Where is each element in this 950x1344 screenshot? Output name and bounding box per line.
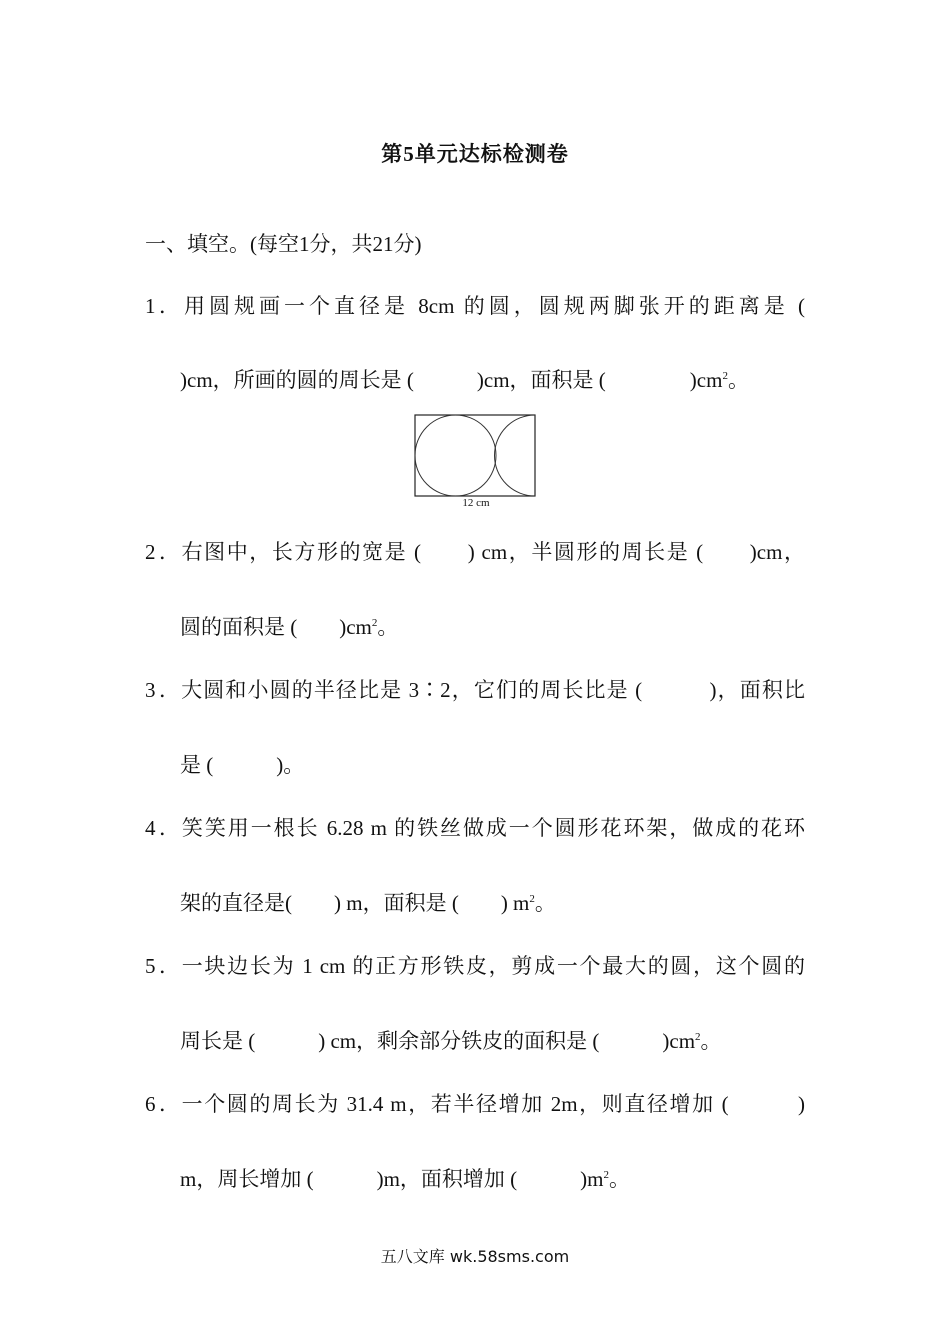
question-number: 4．: [145, 816, 180, 840]
question-4: [145, 814, 805, 842]
rectangle-outline: [415, 415, 535, 496]
full-circle: [415, 415, 496, 496]
question-6-continued: m，周长增加 ( )m，面积增加 ( )$m^2$。: [180, 1167, 630, 1191]
semicircle: [495, 415, 539, 496]
superscript: 2: [722, 370, 728, 382]
question-1-continued: )cm，所画的圆的周长是 ( )cm，面积是 ( )$cm^2$。: [180, 368, 749, 392]
footer-watermark: 五八文库 wk.58sms.com: [380, 1247, 570, 1266]
figure-label: 12 cm: [462, 497, 490, 509]
question-4-continued: 架的直径是( ) m，面积是 ( ) $m^2$。: [180, 891, 556, 915]
question-2-continued: 圆的面积是 ( )$cm^2$。: [180, 615, 399, 639]
section-heading: 一、填空。(每空1分，共21分): [145, 232, 422, 256]
rectangle-semicircle-figure: [414, 413, 538, 515]
superscript: 2: [371, 617, 378, 629]
question-number: 2．: [145, 540, 180, 564]
question-number: 1．: [145, 294, 180, 318]
question-text: 用圆规画一个直径是 8cm 的圆，圆规两脚张开的距离是 (: [180, 294, 805, 318]
superscript: 2: [695, 1031, 701, 1043]
question-text: 圆的面积是 ( )cm: [180, 615, 372, 639]
question-number: 3．: [145, 678, 180, 702]
question-3-continued: [180, 751, 304, 779]
question-2: [145, 538, 805, 566]
question-text: 大圆和小圆的半径比是 3∶2，它们的周长比是 ( )，面积比: [180, 678, 805, 702]
superscript: 2: [529, 893, 535, 905]
question-text: 架的直径是( ) m，面积是 ( ) m: [180, 891, 530, 915]
question-text: m，周长增加 ( )m，面积增加 ( )m: [180, 1167, 604, 1191]
question-1: [145, 292, 805, 320]
page-title: 第5单元达标检测卷: [381, 142, 569, 166]
question-number: 5．: [145, 954, 180, 978]
question-3: [145, 676, 805, 704]
question-text: 右图中，长方形的宽是 ( ) cm，半圆形的周长是 ( )cm，: [180, 540, 805, 564]
question-text: )cm，所画的圆的周长是 ( )cm，面积是 ( )cm: [180, 368, 723, 392]
question-5-continued: 周长是 ( ) cm，剩余部分铁皮的面积是 ( )$cm^2$。: [180, 1029, 722, 1053]
question-text: 是 ( )。: [180, 753, 305, 777]
question-text: 一块边长为 1 cm 的正方形铁皮，剪成一个最大的圆，这个圆的: [180, 954, 805, 978]
question-text: 笑笑用一根长 6.28 m 的铁丝做成一个圆形花环架，做成的花环: [180, 816, 805, 840]
superscript: 2: [603, 1169, 609, 1181]
question-text: 周长是 ( ) cm，剩余部分铁皮的面积是 ( )cm: [180, 1029, 696, 1053]
question-text: 一个圆的周长为 31.4 m，若半径增加 2m，则直径增加 ( ): [180, 1092, 805, 1116]
question-6: [145, 1090, 805, 1118]
question-5: [145, 952, 805, 980]
question-number: 6．: [145, 1092, 180, 1116]
